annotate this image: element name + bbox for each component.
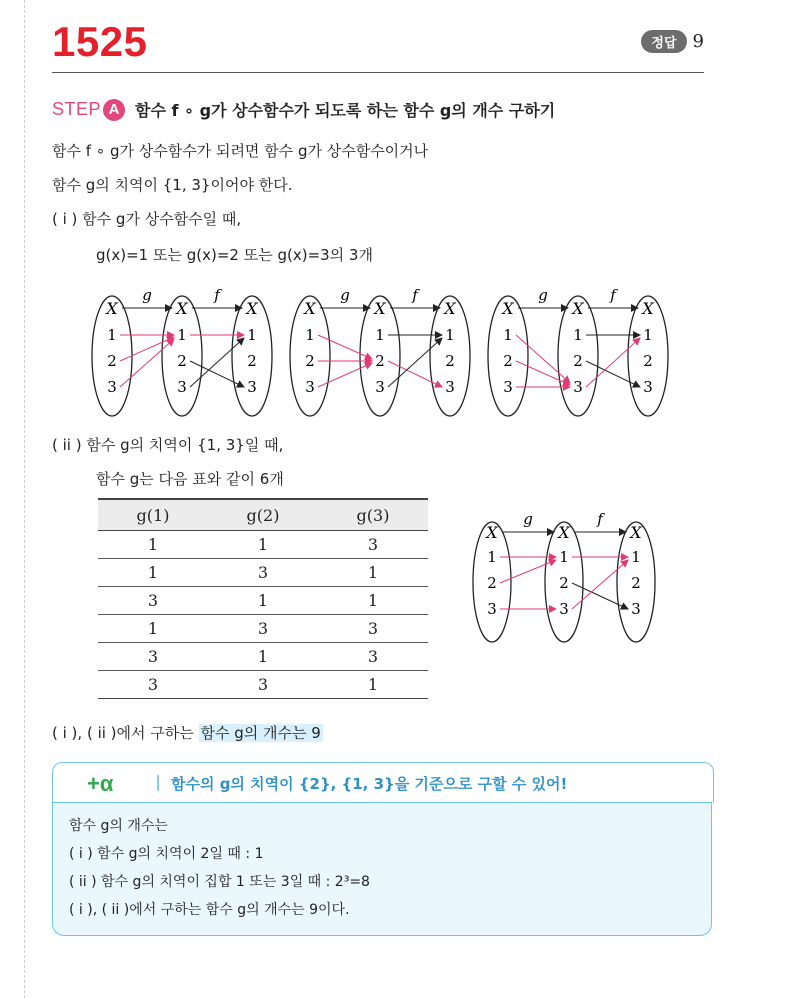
answer-value: 9 bbox=[692, 31, 704, 52]
svg-text:3: 3 bbox=[247, 378, 257, 396]
svg-text:1: 1 bbox=[643, 326, 653, 344]
svg-text:2: 2 bbox=[177, 352, 187, 370]
svg-text:3: 3 bbox=[375, 378, 385, 396]
tip-title: 함수의 g의 치역이 {2}, {1, 3}을 기준으로 구할 수 있어! bbox=[171, 775, 568, 793]
svg-text:3: 3 bbox=[559, 600, 569, 618]
svg-text:2: 2 bbox=[107, 352, 117, 370]
case-1-title: ( i ) 함수 g가 상수함수일 때, bbox=[52, 210, 242, 228]
tip-box bbox=[52, 762, 714, 938]
answer-badge: 정답 bbox=[641, 30, 686, 53]
table-row bbox=[98, 643, 428, 671]
svg-text:3: 3 bbox=[631, 600, 641, 618]
diagram-g-equals-1 bbox=[92, 286, 272, 416]
case-2-detail: 함수 g는 다음 표와 같이 6개 bbox=[96, 470, 284, 488]
svg-text:f: f bbox=[214, 286, 220, 304]
table-cell: 1 bbox=[208, 587, 318, 615]
svg-text:1: 1 bbox=[487, 548, 497, 566]
svg-text:1: 1 bbox=[631, 548, 641, 566]
tip-body bbox=[52, 802, 712, 936]
table-row bbox=[98, 671, 428, 699]
table-row bbox=[98, 531, 428, 559]
svg-text:2: 2 bbox=[247, 352, 257, 370]
table-cell: 1 bbox=[98, 531, 208, 559]
svg-text:1: 1 bbox=[107, 326, 117, 344]
svg-text:X: X bbox=[630, 523, 642, 542]
svg-text:2: 2 bbox=[445, 352, 455, 370]
svg-text:1: 1 bbox=[559, 548, 569, 566]
svg-text:f: f bbox=[597, 510, 603, 528]
table-cell: 1 bbox=[208, 643, 318, 671]
svg-text:g: g bbox=[142, 286, 152, 304]
header-divider bbox=[52, 72, 704, 73]
svg-text:X: X bbox=[246, 299, 258, 318]
table-row bbox=[98, 615, 428, 643]
svg-text:1: 1 bbox=[445, 326, 455, 344]
svg-text:X: X bbox=[642, 299, 654, 318]
constant-mapping-diagrams bbox=[80, 278, 700, 428]
svg-text:g: g bbox=[538, 286, 548, 304]
tip-header bbox=[52, 762, 714, 803]
tip-line-1: 함수 g의 개수는 bbox=[69, 818, 168, 834]
svg-text:3: 3 bbox=[487, 600, 497, 618]
svg-text:1: 1 bbox=[573, 326, 583, 344]
problem-number: 1525 bbox=[52, 18, 148, 65]
g-values-table bbox=[98, 498, 428, 699]
svg-text:1: 1 bbox=[375, 326, 385, 344]
step-tag: STEP bbox=[52, 99, 102, 119]
body-line-2: 함수 g의 치역이 {1, 3}이어야 한다. bbox=[52, 176, 293, 194]
svg-text:f: f bbox=[412, 286, 418, 304]
page-edge-line bbox=[24, 0, 25, 998]
table-cell: 3 bbox=[98, 643, 208, 671]
tip-line-3: ( ii ) 함수 g의 치역이 집합 1 또는 3일 때 : 2³=8 bbox=[69, 874, 370, 890]
svg-text:3: 3 bbox=[643, 378, 653, 396]
svg-text:X: X bbox=[558, 523, 570, 542]
svg-text:X: X bbox=[106, 299, 118, 318]
table-cell: 3 bbox=[318, 531, 428, 559]
table-cell: 3 bbox=[208, 559, 318, 587]
svg-text:X: X bbox=[176, 299, 188, 318]
table-row bbox=[98, 559, 428, 587]
svg-text:2: 2 bbox=[305, 352, 315, 370]
svg-text:3: 3 bbox=[177, 378, 187, 396]
step-title: 함수 f ∘ g가 상수함수가 되도록 하는 함수 g의 개수 구하기 bbox=[135, 101, 556, 120]
svg-text:X: X bbox=[572, 299, 584, 318]
range-mapping-diagram bbox=[468, 500, 668, 650]
table-cell: 1 bbox=[98, 559, 208, 587]
svg-text:3: 3 bbox=[573, 378, 583, 396]
svg-text:X: X bbox=[502, 299, 514, 318]
svg-text:2: 2 bbox=[643, 352, 653, 370]
svg-text:3: 3 bbox=[305, 378, 315, 396]
table-cell: 3 bbox=[98, 587, 208, 615]
svg-text:2: 2 bbox=[559, 574, 569, 592]
svg-text:1: 1 bbox=[177, 326, 187, 344]
svg-text:1: 1 bbox=[305, 326, 315, 344]
svg-text:g: g bbox=[523, 510, 533, 528]
table-cell: 3 bbox=[208, 615, 318, 643]
svg-text:X: X bbox=[304, 299, 316, 318]
body-line-1: 함수 f ∘ g가 상수함수가 되려면 함수 g가 상수함수이거나 bbox=[52, 142, 429, 160]
answer-box bbox=[641, 30, 704, 53]
case-1-detail: g(x)=1 또는 g(x)=2 또는 g(x)=3의 3개 bbox=[96, 246, 373, 264]
table-cell: 3 bbox=[208, 671, 318, 699]
tip-line-2: ( i ) 함수 g의 치역이 2일 때 : 1 bbox=[69, 846, 264, 862]
step-heading bbox=[52, 98, 555, 121]
conclusion-highlight: 함수 g의 개수는 9 bbox=[200, 724, 321, 742]
svg-text:1: 1 bbox=[503, 326, 513, 344]
svg-text:2: 2 bbox=[487, 574, 497, 592]
table-cell: 3 bbox=[318, 615, 428, 643]
svg-text:X: X bbox=[486, 523, 498, 542]
conclusion-prefix: ( i ), ( ii )에서 구하는 bbox=[52, 724, 199, 742]
step-letter-badge: A bbox=[103, 99, 125, 121]
svg-text:3: 3 bbox=[503, 378, 513, 396]
table-header-cell: g(3) bbox=[318, 499, 428, 531]
table-cell: 3 bbox=[98, 671, 208, 699]
table-cell: 1 bbox=[318, 671, 428, 699]
svg-text:2: 2 bbox=[573, 352, 583, 370]
tip-plus-alpha-icon: +α bbox=[87, 771, 114, 796]
diagram-g-equals-2 bbox=[290, 286, 470, 416]
conclusion-line bbox=[52, 722, 323, 743]
svg-text:1: 1 bbox=[247, 326, 257, 344]
svg-text:X: X bbox=[444, 299, 456, 318]
table-cell: 1 bbox=[98, 615, 208, 643]
svg-text:f: f bbox=[610, 286, 616, 304]
svg-text:3: 3 bbox=[107, 378, 117, 396]
svg-text:2: 2 bbox=[503, 352, 513, 370]
table-header-row bbox=[98, 499, 428, 531]
tip-divider bbox=[157, 775, 159, 791]
svg-text:2: 2 bbox=[375, 352, 385, 370]
table-cell: 1 bbox=[208, 531, 318, 559]
svg-text:3: 3 bbox=[445, 378, 455, 396]
table-cell: 1 bbox=[318, 587, 428, 615]
svg-text:X: X bbox=[374, 299, 386, 318]
case-2-title: ( ii ) 함수 g의 치역이 {1, 3}일 때, bbox=[52, 436, 284, 454]
table-header-cell: g(2) bbox=[208, 499, 318, 531]
table-cell: 3 bbox=[318, 643, 428, 671]
tip-line-4: ( i ), ( ii )에서 구하는 함수 g의 개수는 9이다. bbox=[69, 902, 350, 918]
svg-text:2: 2 bbox=[631, 574, 641, 592]
diagram-g-equals-3 bbox=[488, 286, 668, 416]
table-cell: 1 bbox=[318, 559, 428, 587]
svg-text:g: g bbox=[340, 286, 350, 304]
table-row bbox=[98, 587, 428, 615]
table-header-cell: g(1) bbox=[98, 499, 208, 531]
